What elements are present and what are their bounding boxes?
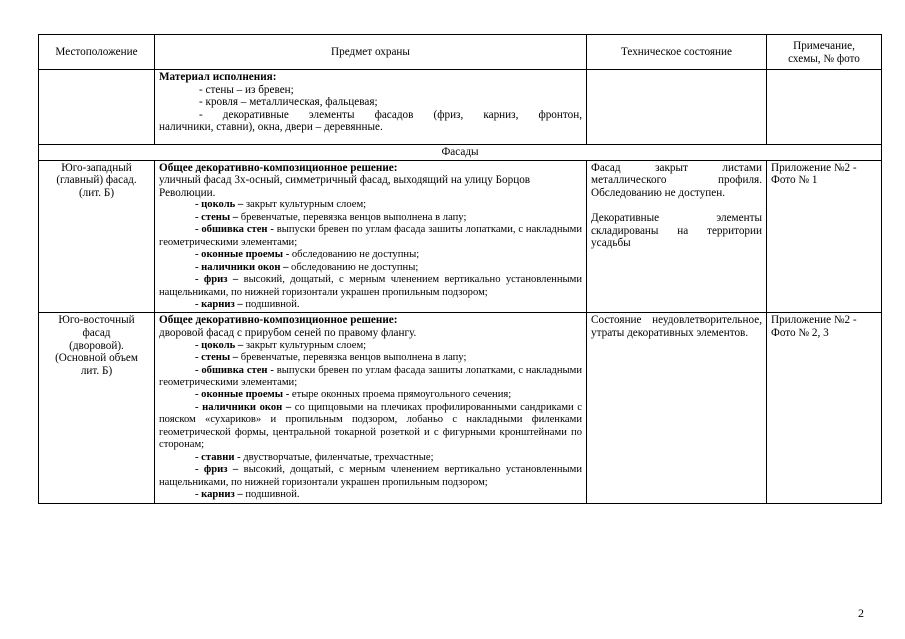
protection-item-key: - стены – (195, 352, 239, 364)
header-note (767, 35, 882, 70)
row1-condition-p1: Фасад закрыт листами металлического профиля. Обследованию не доступен. (591, 161, 762, 199)
protection-item-key: - ставни - (195, 451, 241, 463)
protection-item-value: закрыт культурным слоем; (243, 199, 367, 211)
header-subject: Предмет охраны (155, 35, 587, 70)
row2-intro: дворовой фасад с прирубом сеней по правому флангу. (159, 327, 417, 340)
row2-items (159, 340, 582, 502)
row1-condition-p2: Декоративные элементы складированы на территории усадьбы (591, 211, 762, 250)
row1-location-line-3: (лит. Б) (78, 186, 115, 199)
page-number: 2 (858, 606, 864, 620)
protection-item (159, 274, 582, 299)
protection-item-key: - наличники окон – (195, 261, 289, 273)
row1-items (159, 199, 582, 311)
row2-subject (155, 313, 587, 503)
protection-item-key: - цоколь – (195, 199, 244, 211)
protection-item (159, 199, 582, 211)
protection-item-value: закрыт культурным слоем; (243, 339, 367, 351)
protection-item-value: обследованию не доступны; (289, 249, 420, 261)
protection-item-value: высокий, дощатый, с мерным членением вертикально установленными нащельниками, по нижней горизонтали украшен пропильным подзором; (159, 274, 582, 298)
protection-item (159, 249, 582, 261)
row1-location-line-1: Юго-западный (61, 161, 132, 174)
materials-line-1: - стены – из бревен; (199, 83, 294, 96)
protection-item-key: - оконные проемы - (195, 389, 290, 401)
protection-item-value: обследованию не доступны; (288, 261, 419, 273)
section-title: Фасады (39, 145, 882, 161)
protection-item (159, 489, 582, 501)
protection-item-key: - обшивка стен - (195, 364, 274, 376)
protection-item (159, 224, 582, 249)
protection-item (159, 365, 582, 390)
row2-title: Общее декоративно-композиционное решение: (159, 314, 398, 327)
protection-item-value: двустворчатые, филенчатые, трехчастные; (240, 451, 434, 463)
protection-item-value: со щипцовыми на плечиках профилированными сандриками с пояском «сухариков» и пропильным подзором, лобаньо с накладными филенками геометрической формы, центральной токарной розеткой и с фигурными кронштейнами по сторонам; (159, 401, 582, 451)
row2-location-line-2: фасад (82, 327, 111, 340)
row2-location-line-1: Юго-восточный (58, 314, 135, 327)
table-header-row (39, 35, 882, 70)
protection-item (159, 352, 582, 364)
protection-item (159, 389, 582, 401)
protection-item-value: бревенчатые, перевязка венцов выполнена в лапу; (238, 211, 467, 223)
row1-condition (587, 160, 767, 313)
protection-item-value: подшивной. (242, 489, 300, 501)
header-location: Местоположение (39, 35, 155, 70)
materials-note-cell (767, 70, 882, 145)
protection-item-key: - цоколь – (195, 339, 244, 351)
facade-row-southwest (39, 160, 882, 313)
protection-item-key: - обшивка стен - (195, 224, 274, 236)
protection-item (159, 340, 582, 352)
protection-item-value: высокий, дощатый, с мерным членением вертикально установленными нащельниками, по нижней горизонтали украшен пропильным подзором; (159, 464, 582, 488)
materials-line-3a: - декоративные элементы фасадов (фриз, карниз, фронтон, (199, 108, 582, 121)
row1-title: Общее декоративно-композиционное решение: (159, 161, 398, 174)
protection-item-value: выпуски бревен по углам фасада зашиты лопатками, с накладными геометрическими элементами; (159, 364, 582, 388)
protection-item-value: подшивной. (242, 299, 300, 310)
row2-condition-text: Состояние неудовлетворительное, утраты декоративных элементов. (591, 314, 762, 340)
protection-item-value: выпуски бревен по углам фасада зашиты лопатками, с накладными геометрическими элементами; (159, 224, 582, 248)
row1-location-line-2: (главный) фасад. (56, 174, 137, 187)
protection-item (159, 464, 582, 489)
row2-condition (587, 313, 767, 503)
materials-line-2: - кровля – металлическая, фальцевая; (199, 96, 378, 109)
protection-item-key: - карниз – (195, 299, 243, 310)
materials-cell (155, 70, 587, 145)
protection-item-key: - стены – (195, 211, 239, 223)
materials-location-cell (39, 70, 155, 145)
materials-line-3b: наличники, ставни), окна, двери – деревянные. (159, 121, 383, 134)
row1-subject (155, 160, 587, 313)
materials-condition-cell (587, 70, 767, 145)
protection-item (159, 212, 582, 224)
header-note-line-2: схемы, № фото (788, 52, 860, 65)
materials-row (39, 70, 882, 145)
materials-title: Материал исполнения: (159, 71, 277, 83)
protection-item-key: - фриз – (195, 274, 239, 286)
protection-item (159, 262, 582, 274)
protection-item-key: - наличники окон – (195, 401, 292, 413)
protection-item (159, 452, 582, 464)
protection-item-key: - карниз – (195, 489, 243, 501)
row1-location (39, 160, 155, 313)
protection-item (159, 299, 582, 311)
row2-note: Приложение №2 - Фото № 2, 3 (767, 313, 882, 503)
protection-item-key: - фриз – (195, 464, 239, 476)
row2-location-line-5: лит. Б) (80, 364, 113, 377)
protection-item-value: етыре оконных проема прямоугольного сечения; (289, 389, 512, 401)
protection-item (159, 402, 582, 452)
header-note-line-1: Примечание, (793, 39, 855, 52)
row1-intro: уличный фасад 3х-осный, симметричный фасад, выходящий на улицу Борцов Революции. (159, 174, 531, 199)
protection-item-value: бревенчатые, перевязка венцов выполнена в лапу; (238, 352, 467, 364)
row1-note: Приложение №2 - Фото № 1 (767, 160, 882, 313)
row2-location-line-3: (дворовой). (69, 339, 124, 352)
header-condition: Техническое состояние (587, 35, 767, 70)
protection-item-key: - оконные проемы - (195, 249, 290, 261)
row2-location (39, 313, 155, 503)
protection-table (38, 34, 882, 504)
row2-location-line-4: (Основной объем (55, 352, 138, 365)
facade-row-southeast (39, 313, 882, 503)
section-row (39, 145, 882, 161)
